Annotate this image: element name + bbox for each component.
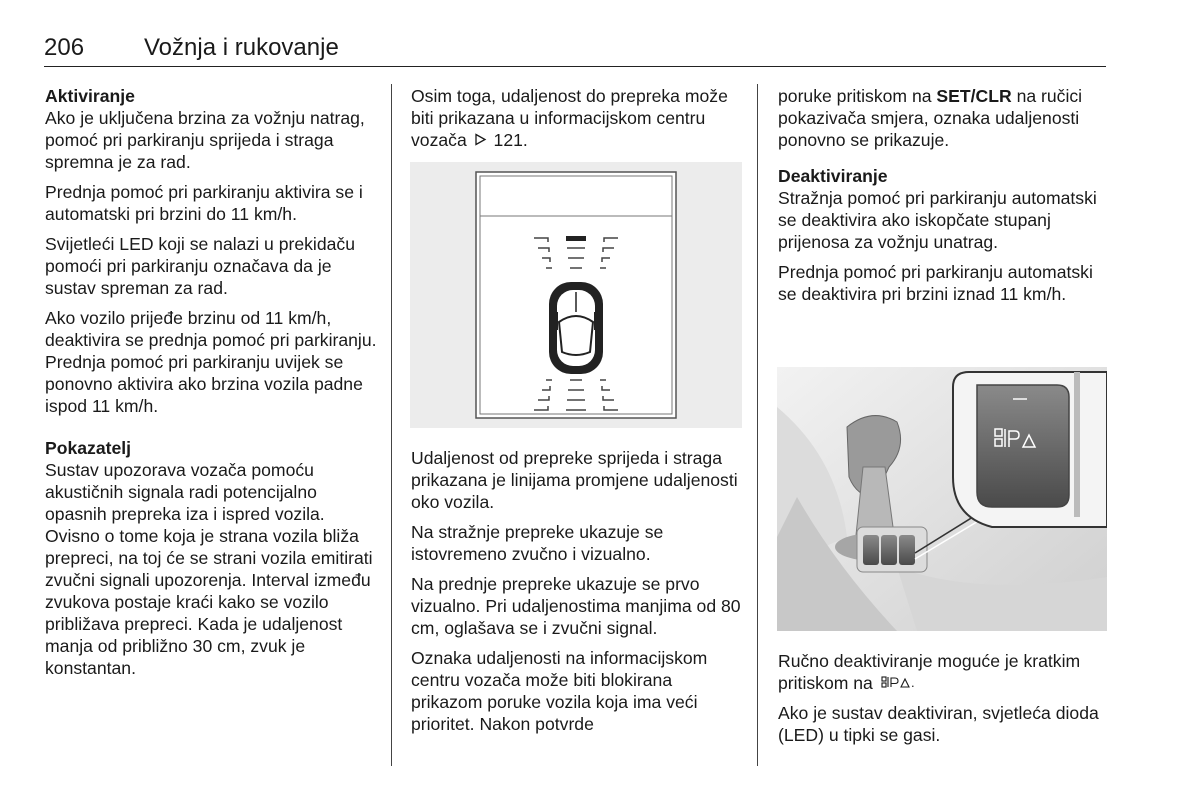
distance-display-figure [410,162,742,428]
paragraph: Sustav upozorava vozača pomoću akustičnih signala radi potencijalno opasnih prepreka iza i ispred vozila. Ovisno o tome koja je strana vozila bliža prepreci, na toj će se strani vozila emitirati zvučni signali upozorenja. Interval između zvukova postaje kraći kako se vozilo približava prepreci. Kada je udaljenost manja od približno 30 cm, zvuk je konstantan. [45,460,373,678]
paragraph: Udaljenost od prepreke sprijeda i straga prikazana je linijama promjene udaljenosti oko vozila. [411,448,738,512]
column-3-top [778,85,1113,313]
car-top-view-icon [549,282,603,374]
page-reference: 121. [493,130,528,150]
driver-info-display [410,162,742,428]
column-1 [45,85,380,687]
zoom-inset [953,372,1107,527]
paragraph: Svijetleći LED koji se nalazi u prekidaču pomoći pri parkiranju označava da je sustav spreman za rad. [45,234,355,298]
switch-panel [857,527,927,572]
paragraph: Na stražnje prepreke ukazuje se istovremeno zvučno i vizualno. [411,522,664,564]
control-key-label: SET/CLR [936,86,1012,106]
park-assist-switch-figure [777,367,1107,631]
section-heading-deactivation: Deaktiviranje [778,166,888,186]
chapter-reference-arrow-icon [474,133,487,146]
paragraph: Stražnja pomoć pri parkiranju automatski se deaktivira ako iskopčate stupanj prijenosa za vožnju unatrag. [778,188,1097,252]
svg-text:.: . [910,675,915,689]
paragraph-text: Osim toga, udaljenost do prepreka može biti prikazana u informacijskom centru vozača [411,86,728,150]
paragraph: Prednja pomoć pri parkiranju automatski se deaktivira pri brzini iznad 11 km/h. [778,262,1093,304]
column-2-bottom [411,447,746,743]
paragraph-text: Ručno deaktiviranje moguće je kratkim pritiskom na [778,651,1081,693]
column-2-top [411,85,746,159]
center-console-illustration [777,367,1107,631]
column-divider-1 [391,84,392,766]
paragraph [778,85,1113,151]
column-divider-2 [757,84,758,766]
front-center-active-bar [566,236,586,241]
paragraph: Ako je uključena brzina za vožnju natrag, pomoć pri parkiranju sprijeda i straga spremna je za rad. [45,108,365,172]
paragraph-text: na ručici pokazivača smjera, oznaka udaljenosti ponovno se prikazuje. [778,86,1083,150]
section-heading-indicator: Pokazatelj [45,438,132,458]
chapter-title: Vožnja i rukovanje [144,34,339,61]
park-assist-button-icon [881,675,917,689]
section-heading-activation: Aktiviranje [45,86,135,106]
paragraph [411,85,746,151]
column-3-bottom [778,650,1108,754]
page-number: 206 [44,34,85,61]
paragraph: Na prednje prepreke ukazuje se prvo vizualno. Pri udaljenostima manjima od 80 cm, oglašava se i zvučni signal. [411,574,741,638]
paragraph: Ako vozilo prijeđe brzinu od 11 km/h, deaktivira se prednja pomoć pri parkiranju. Prednja pomoć pri parkiranju uvijek se ponovno aktivira ako brzina vozila padne ispod 11 km/h. [45,308,377,416]
paragraph: Oznaka udaljenosti na informacijskom centru vozača može biti blokirana prikazom poruke vozila koja ima veći prioritet. Nakon potvrde [411,648,708,734]
paragraph: Prednja pomoć pri parkiranju aktivira se i automatski pri brzini do 11 km/h. [45,182,363,224]
paragraph: Ako je sustav deaktiviran, svjetleća dioda (LED) u tipki se gasi. [778,703,1099,745]
paragraph [778,650,1108,694]
page-header [44,30,1106,67]
paragraph-text: poruke pritiskom na [778,86,932,106]
